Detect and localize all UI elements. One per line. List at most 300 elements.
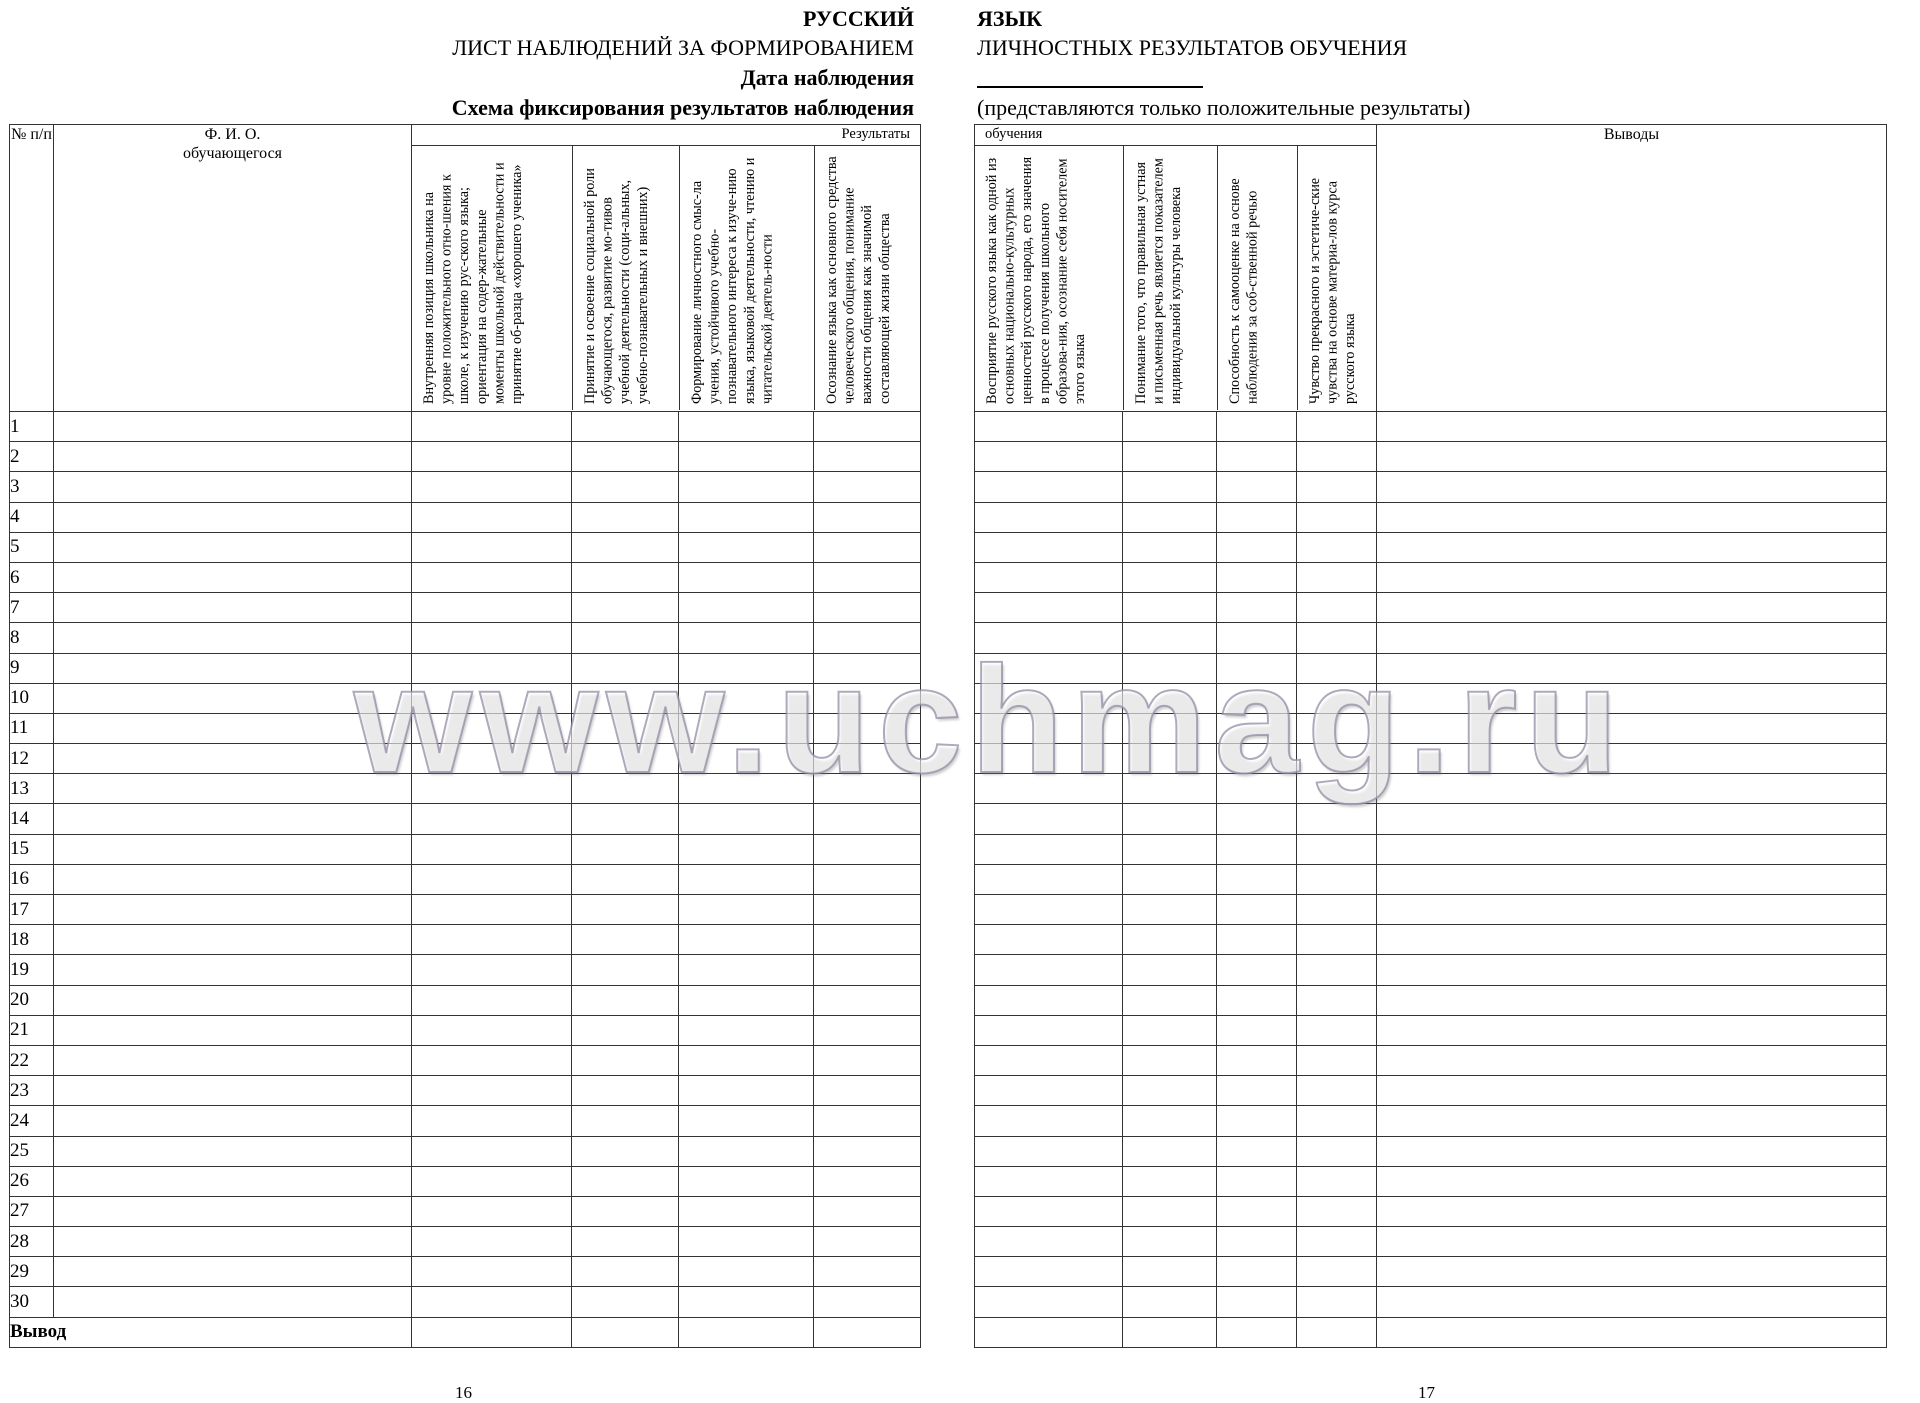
student-name-cell[interactable] [54, 1015, 412, 1045]
result-cell[interactable] [814, 1227, 921, 1257]
result-cell[interactable] [1297, 1015, 1377, 1045]
result-cell[interactable] [1297, 502, 1377, 532]
student-name-cell[interactable] [54, 532, 412, 562]
result-cell[interactable] [1297, 532, 1377, 562]
result-cell[interactable] [1217, 1227, 1297, 1257]
result-cell[interactable] [679, 985, 814, 1015]
result-cell[interactable] [814, 713, 921, 743]
conclusion-cell[interactable] [1377, 1136, 1887, 1166]
result-cell[interactable] [1123, 653, 1217, 683]
conclusion-cell[interactable] [1377, 623, 1887, 653]
result-cell[interactable] [1123, 502, 1217, 532]
result-cell[interactable] [412, 442, 572, 472]
result-cell[interactable] [975, 985, 1123, 1015]
result-cell[interactable] [572, 925, 679, 955]
result-cell[interactable] [572, 1166, 679, 1196]
result-cell[interactable] [975, 502, 1123, 532]
student-name-cell[interactable] [54, 412, 412, 442]
result-cell[interactable] [814, 412, 921, 442]
result-cell[interactable] [1123, 1076, 1217, 1106]
conclusion-cell[interactable] [1377, 1076, 1887, 1106]
result-cell[interactable] [814, 804, 921, 834]
student-name-cell[interactable] [54, 985, 412, 1015]
result-cell[interactable] [1217, 955, 1297, 985]
result-cell[interactable] [814, 623, 921, 653]
result-cell[interactable] [572, 623, 679, 653]
result-cell[interactable] [814, 925, 921, 955]
result-cell[interactable] [572, 593, 679, 623]
result-cell[interactable] [1297, 442, 1377, 472]
result-cell[interactable] [412, 864, 572, 894]
result-cell[interactable] [1297, 774, 1377, 804]
result-cell[interactable] [1217, 1015, 1297, 1045]
conclusion-cell[interactable] [1377, 1317, 1887, 1347]
result-cell[interactable] [1297, 804, 1377, 834]
result-cell[interactable] [1123, 623, 1217, 653]
result-cell[interactable] [1297, 683, 1377, 713]
result-cell[interactable] [679, 502, 814, 532]
conclusion-cell[interactable] [1377, 1196, 1887, 1226]
student-name-cell[interactable] [54, 683, 412, 713]
result-cell[interactable] [1217, 895, 1297, 925]
result-cell[interactable] [412, 623, 572, 653]
result-cell[interactable] [572, 955, 679, 985]
result-cell[interactable] [814, 895, 921, 925]
result-cell[interactable] [975, 895, 1123, 925]
result-cell[interactable] [679, 895, 814, 925]
result-cell[interactable] [412, 1166, 572, 1196]
result-cell[interactable] [412, 1015, 572, 1045]
result-cell[interactable] [679, 834, 814, 864]
result-cell[interactable] [1123, 713, 1217, 743]
result-cell[interactable] [572, 834, 679, 864]
result-cell[interactable] [1217, 864, 1297, 894]
result-cell[interactable] [975, 442, 1123, 472]
result-cell[interactable] [1297, 653, 1377, 683]
result-cell[interactable] [975, 1166, 1123, 1196]
result-cell[interactable] [814, 562, 921, 592]
result-cell[interactable] [814, 532, 921, 562]
result-cell[interactable] [1297, 955, 1377, 985]
student-name-cell[interactable] [54, 1045, 412, 1075]
result-cell[interactable] [412, 744, 572, 774]
result-cell[interactable] [679, 1196, 814, 1226]
date-input-line[interactable] [977, 86, 1203, 88]
result-cell[interactable] [975, 562, 1123, 592]
result-cell[interactable] [1217, 532, 1297, 562]
result-cell[interactable] [1123, 925, 1217, 955]
conclusion-cell[interactable] [1297, 1317, 1377, 1347]
result-cell[interactable] [814, 1166, 921, 1196]
result-cell[interactable] [1297, 1076, 1377, 1106]
result-cell[interactable] [412, 1196, 572, 1226]
result-cell[interactable] [412, 412, 572, 442]
result-cell[interactable] [572, 1227, 679, 1257]
result-cell[interactable] [1123, 1227, 1217, 1257]
result-cell[interactable] [975, 683, 1123, 713]
result-cell[interactable] [1217, 502, 1297, 532]
result-cell[interactable] [412, 562, 572, 592]
result-cell[interactable] [1297, 562, 1377, 592]
student-name-cell[interactable] [54, 774, 412, 804]
result-cell[interactable] [572, 683, 679, 713]
result-cell[interactable] [1123, 1106, 1217, 1136]
result-cell[interactable] [679, 864, 814, 894]
conclusion-cell[interactable] [1377, 1227, 1887, 1257]
result-cell[interactable] [412, 895, 572, 925]
conclusion-cell[interactable] [1377, 804, 1887, 834]
result-cell[interactable] [679, 683, 814, 713]
student-name-cell[interactable] [54, 804, 412, 834]
result-cell[interactable] [1297, 895, 1377, 925]
result-cell[interactable] [412, 1076, 572, 1106]
student-name-cell[interactable] [54, 472, 412, 502]
conclusion-cell[interactable] [572, 1317, 679, 1347]
result-cell[interactable] [1297, 1227, 1377, 1257]
result-cell[interactable] [412, 834, 572, 864]
result-cell[interactable] [975, 925, 1123, 955]
result-cell[interactable] [412, 653, 572, 683]
student-name-cell[interactable] [54, 864, 412, 894]
result-cell[interactable] [975, 1076, 1123, 1106]
result-cell[interactable] [975, 955, 1123, 985]
result-cell[interactable] [1217, 623, 1297, 653]
conclusion-cell[interactable] [1123, 1317, 1217, 1347]
result-cell[interactable] [814, 653, 921, 683]
result-cell[interactable] [1217, 834, 1297, 864]
result-cell[interactable] [1217, 593, 1297, 623]
result-cell[interactable] [1123, 412, 1217, 442]
conclusion-cell[interactable] [1377, 1106, 1887, 1136]
result-cell[interactable] [1297, 593, 1377, 623]
result-cell[interactable] [1297, 1106, 1377, 1136]
result-cell[interactable] [975, 744, 1123, 774]
result-cell[interactable] [679, 744, 814, 774]
result-cell[interactable] [814, 1106, 921, 1136]
result-cell[interactable] [412, 1045, 572, 1075]
result-cell[interactable] [1123, 895, 1217, 925]
result-cell[interactable] [1123, 562, 1217, 592]
result-cell[interactable] [1123, 532, 1217, 562]
conclusion-cell[interactable] [1377, 744, 1887, 774]
result-cell[interactable] [1297, 985, 1377, 1015]
result-cell[interactable] [572, 1136, 679, 1166]
result-cell[interactable] [1123, 744, 1217, 774]
result-cell[interactable] [1217, 653, 1297, 683]
result-cell[interactable] [679, 593, 814, 623]
result-cell[interactable] [679, 1227, 814, 1257]
result-cell[interactable] [1123, 985, 1217, 1015]
result-cell[interactable] [1123, 593, 1217, 623]
conclusion-cell[interactable] [1377, 774, 1887, 804]
result-cell[interactable] [975, 774, 1123, 804]
result-cell[interactable] [975, 713, 1123, 743]
result-cell[interactable] [679, 1287, 814, 1317]
result-cell[interactable] [572, 502, 679, 532]
result-cell[interactable] [1297, 1257, 1377, 1287]
result-cell[interactable] [975, 1106, 1123, 1136]
result-cell[interactable] [679, 653, 814, 683]
result-cell[interactable] [1297, 925, 1377, 955]
result-cell[interactable] [975, 623, 1123, 653]
result-cell[interactable] [412, 502, 572, 532]
result-cell[interactable] [1217, 1045, 1297, 1075]
result-cell[interactable] [572, 1287, 679, 1317]
result-cell[interactable] [679, 623, 814, 653]
result-cell[interactable] [572, 985, 679, 1015]
result-cell[interactable] [679, 562, 814, 592]
result-cell[interactable] [1123, 442, 1217, 472]
result-cell[interactable] [412, 955, 572, 985]
result-cell[interactable] [679, 1015, 814, 1045]
result-cell[interactable] [975, 834, 1123, 864]
result-cell[interactable] [572, 895, 679, 925]
result-cell[interactable] [814, 955, 921, 985]
result-cell[interactable] [572, 412, 679, 442]
result-cell[interactable] [412, 985, 572, 1015]
result-cell[interactable] [1123, 955, 1217, 985]
result-cell[interactable] [814, 985, 921, 1015]
result-cell[interactable] [1297, 744, 1377, 774]
result-cell[interactable] [412, 1136, 572, 1166]
result-cell[interactable] [679, 1166, 814, 1196]
result-cell[interactable] [814, 593, 921, 623]
result-cell[interactable] [1297, 412, 1377, 442]
conclusion-cell[interactable] [1377, 864, 1887, 894]
result-cell[interactable] [1217, 1106, 1297, 1136]
result-cell[interactable] [1123, 1257, 1217, 1287]
result-cell[interactable] [975, 864, 1123, 894]
result-cell[interactable] [1217, 472, 1297, 502]
result-cell[interactable] [1217, 985, 1297, 1015]
result-cell[interactable] [679, 1045, 814, 1075]
result-cell[interactable] [572, 713, 679, 743]
result-cell[interactable] [572, 1045, 679, 1075]
result-cell[interactable] [572, 1076, 679, 1106]
result-cell[interactable] [679, 713, 814, 743]
result-cell[interactable] [572, 442, 679, 472]
result-cell[interactable] [572, 744, 679, 774]
result-cell[interactable] [975, 1257, 1123, 1287]
result-cell[interactable] [1217, 683, 1297, 713]
result-cell[interactable] [1217, 1287, 1297, 1317]
result-cell[interactable] [1297, 1287, 1377, 1317]
result-cell[interactable] [412, 804, 572, 834]
result-cell[interactable] [1123, 1196, 1217, 1226]
student-name-cell[interactable] [54, 925, 412, 955]
result-cell[interactable] [1123, 1166, 1217, 1196]
result-cell[interactable] [1297, 864, 1377, 894]
result-cell[interactable] [814, 774, 921, 804]
result-cell[interactable] [975, 1015, 1123, 1045]
result-cell[interactable] [572, 774, 679, 804]
result-cell[interactable] [975, 412, 1123, 442]
conclusion-cell[interactable] [975, 1317, 1123, 1347]
result-cell[interactable] [975, 1287, 1123, 1317]
result-cell[interactable] [572, 1257, 679, 1287]
result-cell[interactable] [814, 1015, 921, 1045]
result-cell[interactable] [1217, 1257, 1297, 1287]
result-cell[interactable] [814, 1136, 921, 1166]
result-cell[interactable] [814, 1045, 921, 1075]
result-cell[interactable] [1217, 925, 1297, 955]
conclusion-cell[interactable] [1217, 1317, 1297, 1347]
result-cell[interactable] [572, 532, 679, 562]
result-cell[interactable] [1123, 1287, 1217, 1317]
result-cell[interactable] [679, 955, 814, 985]
conclusion-cell[interactable] [1377, 1257, 1887, 1287]
conclusion-cell[interactable] [1377, 834, 1887, 864]
student-name-cell[interactable] [54, 1106, 412, 1136]
student-name-cell[interactable] [54, 895, 412, 925]
result-cell[interactable] [814, 1076, 921, 1106]
result-cell[interactable] [814, 442, 921, 472]
student-name-cell[interactable] [54, 593, 412, 623]
result-cell[interactable] [412, 774, 572, 804]
result-cell[interactable] [814, 1287, 921, 1317]
result-cell[interactable] [975, 472, 1123, 502]
result-cell[interactable] [412, 1257, 572, 1287]
result-cell[interactable] [679, 532, 814, 562]
conclusion-cell[interactable] [1377, 532, 1887, 562]
result-cell[interactable] [1123, 1045, 1217, 1075]
conclusion-cell[interactable] [1377, 562, 1887, 592]
result-cell[interactable] [1217, 562, 1297, 592]
student-name-cell[interactable] [54, 442, 412, 472]
result-cell[interactable] [679, 804, 814, 834]
result-cell[interactable] [1297, 713, 1377, 743]
result-cell[interactable] [679, 1106, 814, 1136]
conclusion-cell[interactable] [1377, 1015, 1887, 1045]
result-cell[interactable] [1123, 1136, 1217, 1166]
conclusion-cell[interactable] [814, 1317, 921, 1347]
student-name-cell[interactable] [54, 1196, 412, 1226]
result-cell[interactable] [1217, 744, 1297, 774]
student-name-cell[interactable] [54, 1257, 412, 1287]
student-name-cell[interactable] [54, 1227, 412, 1257]
result-cell[interactable] [1297, 1136, 1377, 1166]
result-cell[interactable] [1123, 774, 1217, 804]
result-cell[interactable] [572, 804, 679, 834]
result-cell[interactable] [1217, 713, 1297, 743]
result-cell[interactable] [975, 532, 1123, 562]
result-cell[interactable] [1297, 1196, 1377, 1226]
result-cell[interactable] [814, 683, 921, 713]
result-cell[interactable] [572, 653, 679, 683]
result-cell[interactable] [679, 412, 814, 442]
result-cell[interactable] [1123, 1015, 1217, 1045]
student-name-cell[interactable] [54, 623, 412, 653]
result-cell[interactable] [1123, 804, 1217, 834]
student-name-cell[interactable] [54, 1166, 412, 1196]
result-cell[interactable] [1123, 864, 1217, 894]
result-cell[interactable] [1217, 442, 1297, 472]
student-name-cell[interactable] [54, 955, 412, 985]
result-cell[interactable] [975, 1045, 1123, 1075]
result-cell[interactable] [572, 1106, 679, 1136]
conclusion-cell[interactable] [1377, 412, 1887, 442]
result-cell[interactable] [814, 834, 921, 864]
result-cell[interactable] [679, 472, 814, 502]
conclusion-cell[interactable] [1377, 925, 1887, 955]
result-cell[interactable] [975, 653, 1123, 683]
result-cell[interactable] [412, 683, 572, 713]
result-cell[interactable] [975, 593, 1123, 623]
result-cell[interactable] [814, 1196, 921, 1226]
result-cell[interactable] [412, 593, 572, 623]
result-cell[interactable] [412, 1287, 572, 1317]
conclusion-cell[interactable] [412, 1317, 572, 1347]
conclusion-cell[interactable] [1377, 985, 1887, 1015]
result-cell[interactable] [975, 1227, 1123, 1257]
result-cell[interactable] [572, 472, 679, 502]
result-cell[interactable] [1297, 1166, 1377, 1196]
result-cell[interactable] [814, 502, 921, 532]
result-cell[interactable] [814, 472, 921, 502]
result-cell[interactable] [1217, 774, 1297, 804]
result-cell[interactable] [679, 442, 814, 472]
result-cell[interactable] [412, 925, 572, 955]
result-cell[interactable] [975, 1196, 1123, 1226]
conclusion-cell[interactable] [1377, 683, 1887, 713]
result-cell[interactable] [679, 1076, 814, 1106]
result-cell[interactable] [412, 532, 572, 562]
student-name-cell[interactable] [54, 1076, 412, 1106]
result-cell[interactable] [814, 744, 921, 774]
conclusion-cell[interactable] [1377, 955, 1887, 985]
student-name-cell[interactable] [54, 834, 412, 864]
student-name-cell[interactable] [54, 1287, 412, 1317]
result-cell[interactable] [975, 804, 1123, 834]
result-cell[interactable] [679, 925, 814, 955]
result-cell[interactable] [412, 1227, 572, 1257]
conclusion-cell[interactable] [1377, 593, 1887, 623]
conclusion-cell[interactable] [1377, 1045, 1887, 1075]
conclusion-cell[interactable] [1377, 1287, 1887, 1317]
student-name-cell[interactable] [54, 653, 412, 683]
student-name-cell[interactable] [54, 562, 412, 592]
conclusion-cell[interactable] [1377, 713, 1887, 743]
conclusion-cell[interactable] [1377, 442, 1887, 472]
result-cell[interactable] [814, 1257, 921, 1287]
student-name-cell[interactable] [54, 502, 412, 532]
result-cell[interactable] [1297, 834, 1377, 864]
result-cell[interactable] [572, 1015, 679, 1045]
conclusion-cell[interactable] [1377, 653, 1887, 683]
result-cell[interactable] [814, 864, 921, 894]
result-cell[interactable] [679, 1257, 814, 1287]
result-cell[interactable] [1217, 412, 1297, 442]
result-cell[interactable] [1297, 623, 1377, 653]
student-name-cell[interactable] [54, 1136, 412, 1166]
result-cell[interactable] [1217, 804, 1297, 834]
result-cell[interactable] [1297, 1045, 1377, 1075]
result-cell[interactable] [412, 472, 572, 502]
result-cell[interactable] [412, 1106, 572, 1136]
result-cell[interactable] [1217, 1166, 1297, 1196]
result-cell[interactable] [572, 1196, 679, 1226]
result-cell[interactable] [679, 774, 814, 804]
result-cell[interactable] [1123, 683, 1217, 713]
result-cell[interactable] [1217, 1196, 1297, 1226]
result-cell[interactable] [1123, 834, 1217, 864]
result-cell[interactable] [975, 1136, 1123, 1166]
student-name-cell[interactable] [54, 744, 412, 774]
student-name-cell[interactable] [54, 713, 412, 743]
result-cell[interactable] [1297, 472, 1377, 502]
conclusion-cell[interactable] [1377, 1166, 1887, 1196]
conclusion-cell[interactable] [1377, 895, 1887, 925]
